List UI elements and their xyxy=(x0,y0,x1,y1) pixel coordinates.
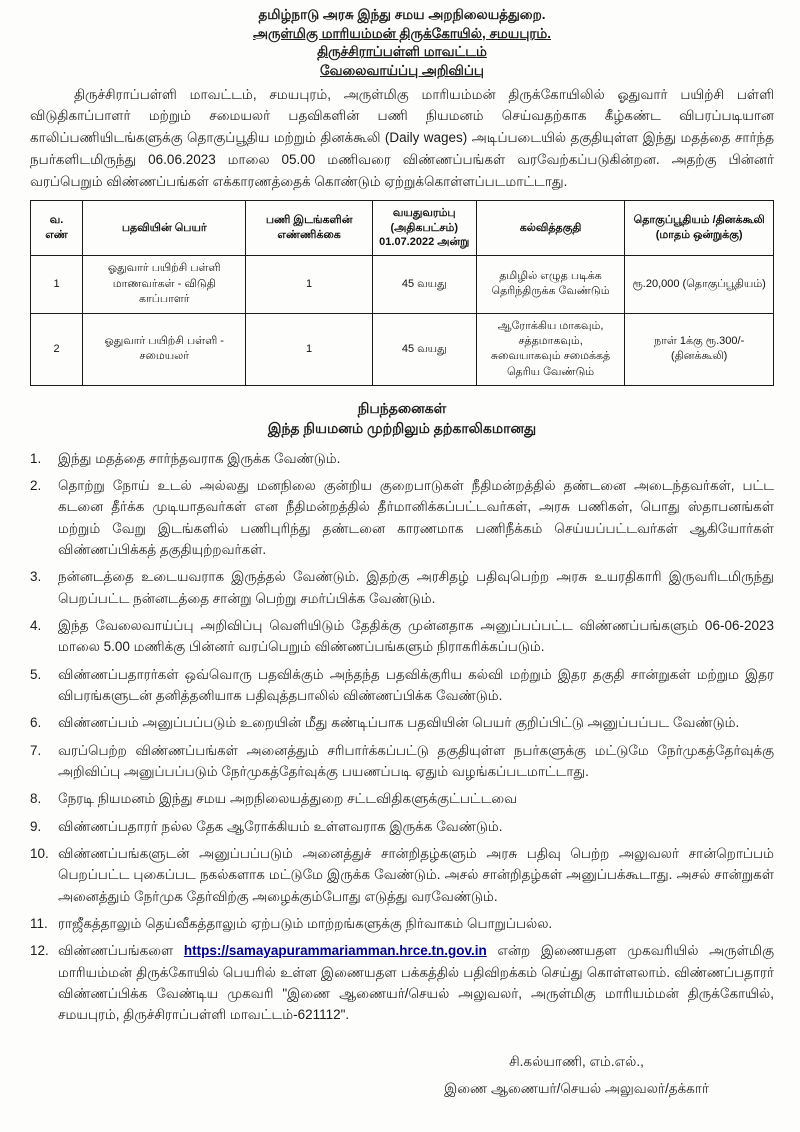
header-department: தமிழ்நாடு அரசு இந்து சமய அறநிலையத்துறை. xyxy=(258,7,546,22)
condition-number: 12. xyxy=(30,943,49,959)
condition-text: விண்ணப்பம் அனுப்பப்படும் உறையின் மீது கண்டிப்பாக பதவியின் பெயர் குறிப்பிட்டு அனுப்பப்பட வேண்டும். xyxy=(58,715,740,731)
conditions-title: நிபந்தனைகள் xyxy=(357,400,447,417)
condition-12-suffix: என்ற இணையதள முகவரியில் அருள்மிகு மாரியம்மன் திருக்கோயில் பெயரில் உள்ள இணையதள பக்கத்தில் பதிவிறக்கம் செய்து கொள்ளலாம். விண்ணப்பதாரர் விண்ணப்பிக்க வேண்டிய முகவரி "இணை ஆணையர்/செயல் அலுவலர், அருள்மிகு மாரியம்மன் திருக்கோயில், சமயபுரம், திருச்சிராப்பள்ளி மாவட்டம்-621112". xyxy=(58,943,774,1023)
condition-text: இந்து மதத்தை சார்ந்தவராக இருக்க வேண்டும். xyxy=(58,450,341,466)
condition-number: 10. xyxy=(30,845,49,861)
table-row xyxy=(31,256,774,313)
cell-pay: நாள் 1க்கு ரூ.300/- (தினக்கூலி) xyxy=(625,313,774,386)
condition-number: 4. xyxy=(30,617,42,633)
cell-age-limit: 45 வயது xyxy=(372,256,476,313)
condition-item-4 xyxy=(30,615,774,658)
condition-number: 8. xyxy=(30,791,42,807)
signatory-name: சி.கல்யாணி, எம்.எல்., xyxy=(509,1053,644,1069)
col-header-post-name: பதவியின் பெயர் xyxy=(83,200,246,256)
condition-item-3 xyxy=(30,566,774,609)
signatory-designation: இணை ஆணையர்/செயல் அலுவலர்/தக்கார் xyxy=(444,1080,709,1096)
table-row xyxy=(31,313,774,386)
condition-text: நன்னடத்தை உடையவராக இருத்தல் வேண்டும். இதற்கு அரசிதழ் பதிவுபெற்ற அரசு உயரதிகாரி இருவரிடமிருந்து பெறப்பட்ட நன்னடத்தை சான்று பெற்று சமர்ப்பிக்க வேண்டும். xyxy=(58,569,774,606)
condition-item-6 xyxy=(30,712,774,733)
col-header-age-limit: வயதுவரம்பு (அதிகபட்சம்) 01.07.2022 அன்று xyxy=(372,200,476,256)
table-header-row xyxy=(31,200,774,256)
intro-paragraph: திருச்சிராப்பள்ளி மாவட்டம், சமயபுரம், அருள்மிகு மாரியம்மன் திருக்கோயிலில் ஓதுவார் பயிற்சி பள்ளி விடுதிகாப்பாளர் மற்றும் சமையலர் பதவிகளின் பணி நியமனம் செய்வதற்காக கீழ்கண்ட விபரப்படியான காலிப்பணியிடங்களுக்கு தொகுப்பூதிய மற்றும் தினக்கூலி (Daily wages) அடிப்படையில் தகுதியுள்ள இந்து மதத்தை சார்ந்த நபர்களிடமிருந்து 06.06.2023 மாலை 05.00 மணிவரை விண்ணப்பங்கள் வரவேற்கப்படுகின்றன. அதற்கு பின்னர் வரப்பெறும் விண்ணப்பங்கள் எக்காரணத்தைக் கொண்டும் ஏற்றுக்கொள்ளப்படமாட்டாது. xyxy=(30,86,774,189)
cell-post-name: ஓதுவார் பயிற்சி பள்ளி மாணவர்கள் - விடுதி காப்பாளர் xyxy=(83,256,246,313)
cell-post-name: ஓதுவார் பயிற்சி பள்ளி - சமையலர் xyxy=(83,313,246,386)
signature-block xyxy=(379,1048,774,1102)
condition-item-10 xyxy=(30,843,774,907)
cell-qualification: தமிழில் எழுத படிக்க தெரிந்திருக்க வேண்டும் xyxy=(476,256,625,313)
col-header-serial: வ. எண் xyxy=(31,200,83,256)
condition-text: ராஜீகத்தாலும் தெய்வீகத்தாலும் ஏற்படும் மாற்றங்களுக்கு நிர்வாகம் பொறுப்பல்ல. xyxy=(58,915,553,931)
condition-number: 2. xyxy=(30,477,42,493)
application-portal-link[interactable]: https://samayapurammariamman.hrce.tn.gov.in xyxy=(183,943,487,959)
condition-item-12 xyxy=(30,940,774,1025)
condition-12-prefix: விண்ணப்பங்களை xyxy=(58,943,184,959)
condition-text: இந்த வேலைவாய்ப்பு அறிவிப்பு வெளியிடும் தேதிக்கு முன்னதாக அனுப்பப்பட்ட விண்ணப்பங்களும் 06-06-2023 மாலை 5.00 மணிக்கு பின்னர் வரப்பெறும் விண்ணப்பங்களும் நிராகரிக்கப்படும். xyxy=(58,617,774,655)
header-district: திருச்சிராப்பள்ளி மாவட்டம் xyxy=(317,44,487,60)
condition-item-11 xyxy=(30,913,774,934)
condition-number: 6. xyxy=(30,715,42,731)
cell-serial: 1 xyxy=(31,256,83,313)
condition-text: தொற்று நோய் உடல் அல்லது மனநிலை குன்றிய குறைபாடுகள் நீதிமன்றத்தில் தண்டனை அடைந்தவர்கள், பட்ட கடனை தீர்க்க முடியாதவர்கள் என நீதிமன்றத்தில் தீர்மானிக்கப்பட்டவர்கள், அரசு பணிகள், பொது ஸ்தாபனங்கள் மற்றும் வேறு இடங்களில் பணிபுரிந்து தண்டனை காரணமாக பணிநீக்கம் செய்யப்பட்டவர்கள் ஆகியோர்கள் விண்ணப்பிக்கத் தகுதியுற்றவர்கள். xyxy=(58,477,774,557)
document-header xyxy=(30,6,774,81)
cell-pay: ரூ.20,000 (தொகுப்பூதியம்) xyxy=(625,256,774,313)
header-notice-type: வேலைவாய்ப்பு அறிவிப்பு xyxy=(320,62,484,78)
condition-text: வரப்பெற்ற விண்ணப்பங்கள் அனைத்தும் சரிபார்க்கப்பட்டு தகுதியுள்ள நபர்களுக்கு மட்டுமே நேர்முகத்தேர்வுக்கு அறிவிப்பு அனுப்பப்படும் நேர்முகத்தேர்வுக்கு பயணப்படி ஏதும் வழங்கப்படமாட்டாது. xyxy=(58,742,774,779)
col-header-vacancy-count: பணி இடங்களின் எண்ணிக்கை xyxy=(246,200,372,256)
condition-text: விண்ணப்பதாரர்கள் ஒவ்வொரு பதவிக்கும் அந்தந்த பதவிக்குரிய கல்வி மற்றும் இதர தகுதி சான்றுகள் மற்றும இதர விபரங்களுடன் தனித்தனியாக பதிவுத்தபாலில் விண்ணப்பிக்க வேண்டும். xyxy=(58,666,774,703)
condition-number: 11. xyxy=(30,915,48,931)
cell-age-limit: 45 வயது xyxy=(372,313,476,386)
col-header-qualification: கல்வித்தகுதி xyxy=(476,200,625,256)
condition-number: 7. xyxy=(30,742,42,758)
header-temple: அருள்மிகு மாரியம்மன் திருக்கோயில், சமயபுரம். xyxy=(252,25,552,41)
condition-number: 3. xyxy=(30,569,42,585)
conditions-subtitle: இந்த நியமனம் முற்றிலும் தற்காலிகமானது xyxy=(267,420,537,437)
cell-vacancy-count: 1 xyxy=(246,256,372,313)
condition-text: விண்ணப்பங்களுடன் அனுப்பப்படும் அனைத்துச் சான்றிதழ்களும் அரசு பதிவு பெற்ற அலுவலர் சான்றொப்பம் பெறப்பட்ட புகைப்பட நகல்களாக மட்டுமே இருக்க வேண்டும். அசல் சான்றிதழ்கள் அனுப்பக்கூடாது. அசல் சான்றுகள் அனைத்தும் நேர்முக தேர்விற்கு அழைக்கும்போது எடுத்து வரவேண்டும். xyxy=(58,845,774,904)
cell-serial: 2 xyxy=(31,313,83,386)
condition-item-5 xyxy=(30,664,774,707)
condition-text xyxy=(58,940,774,1025)
condition-text: விண்ணப்பதாரர் நல்ல தேக ஆரோக்கியம் உள்ளவராக இருக்க வேண்டும். xyxy=(58,818,503,834)
condition-item-7 xyxy=(30,740,774,783)
col-header-pay: தொகுப்பூதியம் /தினக்கூலி (மாதம் ஒன்றுக்கு) xyxy=(625,200,774,256)
condition-item-2 xyxy=(30,475,774,560)
cell-qualification: ஆரோக்கிய மாகவும், சத்தமாகவும், சுவையாகவும் சமைக்கத் தெரிய வேண்டும் xyxy=(476,313,625,386)
condition-text: நேரடி நியமனம் இந்து சமய அறநிலையத்துறை சட்டவிதிகளுக்குட்பட்டவை xyxy=(58,791,518,807)
condition-number: 1. xyxy=(30,450,42,466)
condition-item-1 xyxy=(30,448,774,469)
conditions-list xyxy=(30,448,774,1026)
condition-number: 9. xyxy=(30,818,42,834)
cell-vacancy-count: 1 xyxy=(246,313,372,386)
condition-number: 5. xyxy=(30,666,42,682)
condition-item-8 xyxy=(30,788,774,809)
condition-item-9 xyxy=(30,816,774,837)
vacancy-table xyxy=(30,200,774,386)
